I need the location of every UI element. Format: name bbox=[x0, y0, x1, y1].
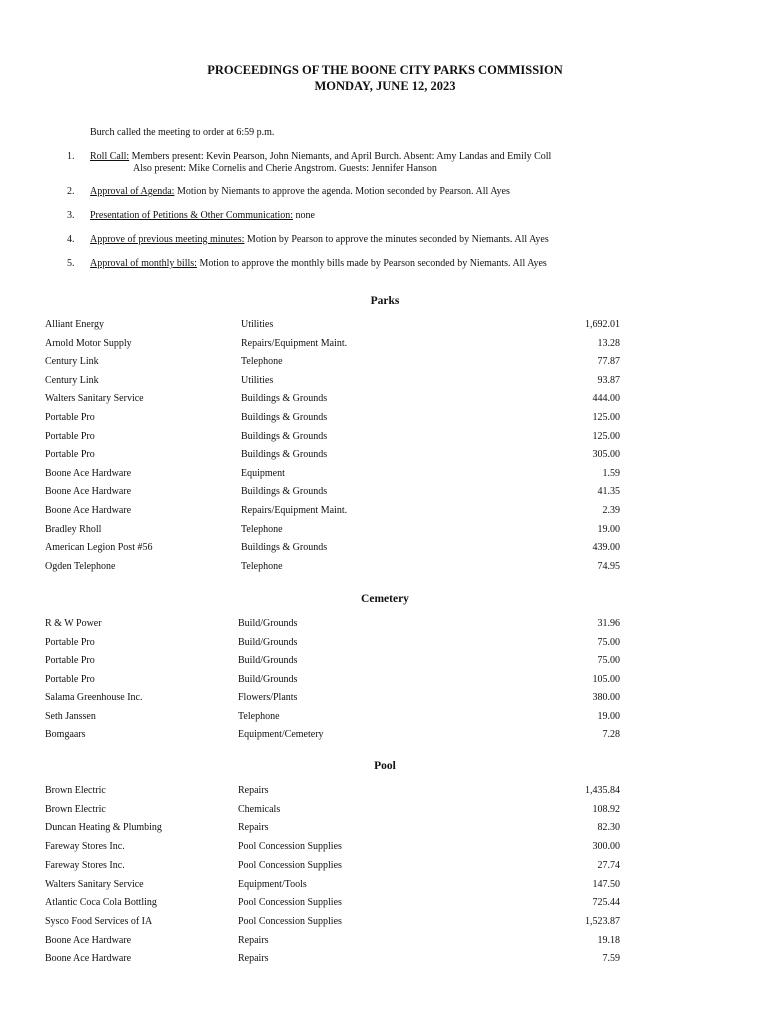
section-title-cemetery: Cemetery bbox=[361, 593, 409, 605]
bill-row bbox=[0, 412, 770, 426]
bill-row bbox=[0, 524, 770, 538]
bill-category: Repairs bbox=[238, 953, 269, 965]
bill-row bbox=[0, 319, 770, 333]
bill-amount: 2.39 bbox=[602, 505, 620, 516]
bill-vendor: Portable Pro bbox=[45, 655, 95, 666]
bill-row bbox=[0, 542, 770, 556]
bill-amount: 108.92 bbox=[592, 803, 620, 815]
bill-amount: 27.74 bbox=[597, 859, 620, 871]
agenda-label: Approval of monthly bills: bbox=[90, 258, 197, 269]
bill-vendor: Brown Electric bbox=[45, 803, 106, 815]
bill-amount: 380.00 bbox=[592, 692, 620, 703]
bill-row bbox=[0, 916, 770, 930]
bill-vendor: Portable Pro bbox=[45, 412, 95, 423]
bill-amount: 147.50 bbox=[592, 878, 620, 890]
bill-category: Buildings & Grounds bbox=[241, 412, 328, 423]
bill-amount: 77.87 bbox=[597, 356, 620, 368]
bill-category: Build/Grounds bbox=[238, 636, 298, 648]
bill-amount: 1,435.84 bbox=[585, 785, 620, 796]
bill-row bbox=[0, 637, 770, 651]
agenda-label: Approve of previous meeting minutes: bbox=[90, 234, 245, 245]
bill-vendor: Portable Pro bbox=[45, 673, 95, 685]
bill-category: Pool Concession Supplies bbox=[238, 897, 342, 909]
bill-vendor: Duncan Heating & Plumbing bbox=[45, 822, 162, 834]
bill-amount: 75.00 bbox=[597, 655, 620, 666]
bill-vendor: Century Link bbox=[45, 356, 99, 368]
agenda-number: 5. bbox=[67, 258, 75, 269]
bill-category: Build/Grounds bbox=[238, 618, 298, 629]
bill-row bbox=[0, 953, 770, 967]
agenda-text-line2: Also present: Mike Cornelis and Cherie Angstrom. Guests: Jennifer Hanson bbox=[133, 163, 437, 174]
bill-row bbox=[0, 729, 770, 743]
agenda-number: 4. bbox=[67, 234, 75, 245]
bill-row bbox=[0, 879, 770, 893]
bill-vendor: Fareway Stores Inc. bbox=[45, 841, 125, 853]
bill-amount: 19.00 bbox=[597, 523, 620, 535]
bill-category: Pool Concession Supplies bbox=[238, 859, 342, 871]
bill-amount: 725.44 bbox=[592, 897, 620, 909]
bill-row bbox=[0, 860, 770, 874]
agenda-item-previous-minutes bbox=[90, 234, 549, 245]
bill-amount: 125.00 bbox=[592, 412, 620, 423]
agenda-item-approval-of-agenda bbox=[90, 186, 510, 197]
bill-vendor: American Legion Post #56 bbox=[45, 542, 153, 554]
bill-category: Buildings & Grounds bbox=[241, 542, 328, 554]
bill-vendor: Walters Sanitary Service bbox=[45, 393, 144, 405]
bill-vendor: Ogden Telephone bbox=[45, 560, 116, 572]
bill-amount: 7.28 bbox=[602, 729, 620, 740]
bill-amount: 75.00 bbox=[597, 636, 620, 648]
bill-category: Equipment bbox=[241, 467, 285, 479]
bill-category: Buildings & Grounds bbox=[241, 430, 328, 442]
agenda-text: Motion by Pearson to approve the minutes seconded by Niemants. All Ayes bbox=[244, 234, 549, 245]
bill-row bbox=[0, 486, 770, 500]
bill-row bbox=[0, 655, 770, 669]
bill-category: Build/Grounds bbox=[238, 655, 298, 666]
bill-amount: 13.28 bbox=[597, 337, 620, 349]
bill-category: Repairs bbox=[238, 822, 269, 834]
agenda-label: Presentation of Petitions & Other Communication: bbox=[90, 210, 294, 221]
agenda-label: Roll Call: bbox=[90, 151, 130, 162]
bill-category: Flowers/Plants bbox=[238, 692, 298, 703]
intro-text: Burch called the meeting to order at 6:59 p.m. bbox=[90, 127, 275, 138]
bill-amount: 41.35 bbox=[597, 486, 620, 498]
agenda-number: 1. bbox=[67, 151, 75, 162]
bill-category: Repairs/Equipment Maint. bbox=[241, 505, 348, 516]
bill-category: Utilities bbox=[241, 319, 274, 330]
bill-amount: 1,692.01 bbox=[585, 319, 620, 330]
bill-category: Repairs bbox=[238, 934, 269, 946]
bill-amount: 1,523.87 bbox=[585, 915, 620, 927]
agenda-number: 2. bbox=[67, 186, 75, 197]
bill-row bbox=[0, 431, 770, 445]
bill-row bbox=[0, 468, 770, 482]
bill-amount: 125.00 bbox=[592, 430, 620, 442]
agenda-number: 3. bbox=[67, 210, 75, 221]
bill-row bbox=[0, 505, 770, 519]
bill-category: Buildings & Grounds bbox=[241, 486, 328, 498]
bill-vendor: Century Link bbox=[45, 374, 99, 386]
bill-category: Telephone bbox=[241, 560, 283, 572]
agenda-item-petitions bbox=[90, 210, 315, 221]
agenda-item-monthly-bills bbox=[90, 258, 547, 269]
bill-row bbox=[0, 375, 770, 389]
agenda-text: Members present: Kevin Pearson, John Niemants, and April Burch. Absent: Amy Landas and Emily Coll bbox=[129, 151, 552, 162]
bill-amount: 19.00 bbox=[597, 710, 620, 722]
bill-amount: 19.18 bbox=[597, 934, 620, 946]
bill-vendor: Portable Pro bbox=[45, 430, 95, 442]
bill-category: Utilities bbox=[241, 374, 274, 386]
bill-vendor: Brown Electric bbox=[45, 785, 106, 796]
bill-category: Telephone bbox=[241, 356, 283, 368]
section-title-parks: Parks bbox=[370, 295, 400, 307]
bill-vendor: Boone Ace Hardware bbox=[45, 467, 132, 479]
bill-category: Telephone bbox=[238, 710, 280, 722]
bill-vendor: Boone Ace Hardware bbox=[45, 934, 132, 946]
bill-vendor: Arnold Motor Supply bbox=[45, 337, 132, 349]
bill-amount: 439.00 bbox=[592, 542, 620, 554]
bill-amount: 82.30 bbox=[597, 822, 620, 834]
bill-vendor: Bomgaars bbox=[45, 729, 86, 740]
bill-row bbox=[0, 356, 770, 370]
agenda-text: none bbox=[293, 210, 315, 221]
bill-vendor: Boone Ace Hardware bbox=[45, 953, 132, 965]
agenda-text: Motion to approve the monthly bills made by Pearson seconded by Niemants. All Ayes bbox=[196, 258, 547, 269]
bill-amount: 444.00 bbox=[592, 393, 620, 405]
bill-amount: 74.95 bbox=[597, 560, 620, 572]
bill-vendor: Atlantic Coca Cola Bottling bbox=[45, 897, 157, 909]
agenda-text: Motion by Niemants to approve the agenda. Motion seconded by Pearson. All Ayes bbox=[174, 186, 510, 197]
bill-row bbox=[0, 561, 770, 575]
bill-category: Equipment/Tools bbox=[238, 878, 307, 890]
bill-row bbox=[0, 804, 770, 818]
bill-row bbox=[0, 338, 770, 352]
bill-amount: 105.00 bbox=[592, 673, 620, 685]
bill-category: Buildings & Grounds bbox=[241, 449, 328, 461]
document-date: MONDAY, JUNE 12, 2023 bbox=[314, 79, 456, 93]
bill-vendor: Portable Pro bbox=[45, 449, 95, 461]
bill-row bbox=[0, 674, 770, 688]
bill-vendor: Alliant Energy bbox=[45, 319, 104, 330]
bill-category: Repairs/Equipment Maint. bbox=[241, 337, 348, 349]
bill-amount: 31.96 bbox=[597, 618, 620, 629]
bill-category: Pool Concession Supplies bbox=[238, 841, 342, 853]
bill-category: Buildings & Grounds bbox=[241, 393, 328, 405]
bill-vendor: Walters Sanitary Service bbox=[45, 878, 144, 890]
bill-vendor: Bradley Rholl bbox=[45, 523, 102, 535]
bill-row bbox=[0, 935, 770, 949]
bill-amount: 7.59 bbox=[602, 953, 620, 965]
bill-category: Pool Concession Supplies bbox=[238, 915, 342, 927]
agenda-label: Approval of Agenda: bbox=[90, 186, 175, 197]
bill-amount: 1.59 bbox=[602, 467, 620, 479]
bill-amount: 300.00 bbox=[592, 841, 620, 853]
bill-amount: 305.00 bbox=[592, 449, 620, 461]
bill-category: Equipment/Cemetery bbox=[238, 729, 324, 740]
bill-row bbox=[0, 785, 770, 799]
bill-vendor: Fareway Stores Inc. bbox=[45, 859, 125, 871]
bill-amount: 93.87 bbox=[597, 374, 620, 386]
bill-row bbox=[0, 841, 770, 855]
bill-row bbox=[0, 897, 770, 911]
agenda-item-roll-call bbox=[90, 151, 551, 162]
bill-category: Repairs bbox=[238, 785, 269, 796]
bill-vendor: Portable Pro bbox=[45, 636, 95, 648]
bill-row bbox=[0, 449, 770, 463]
bill-vendor: Sysco Food Services of IA bbox=[45, 915, 153, 927]
bill-vendor: R & W Power bbox=[45, 618, 102, 629]
document-title: PROCEEDINGS OF THE BOONE CITY PARKS COMMISSION bbox=[207, 63, 563, 77]
bill-category: Build/Grounds bbox=[238, 673, 298, 685]
bill-category: Chemicals bbox=[238, 803, 281, 815]
bill-row bbox=[0, 711, 770, 725]
bill-vendor: Salama Greenhouse Inc. bbox=[45, 692, 143, 703]
section-title-pool: Pool bbox=[374, 760, 396, 772]
bill-vendor: Boone Ace Hardware bbox=[45, 505, 132, 516]
bill-vendor: Seth Janssen bbox=[45, 710, 96, 722]
bill-row bbox=[0, 393, 770, 407]
bill-vendor: Boone Ace Hardware bbox=[45, 486, 132, 498]
bill-row bbox=[0, 692, 770, 706]
bill-row bbox=[0, 618, 770, 632]
bill-category: Telephone bbox=[241, 523, 283, 535]
bill-row bbox=[0, 822, 770, 836]
